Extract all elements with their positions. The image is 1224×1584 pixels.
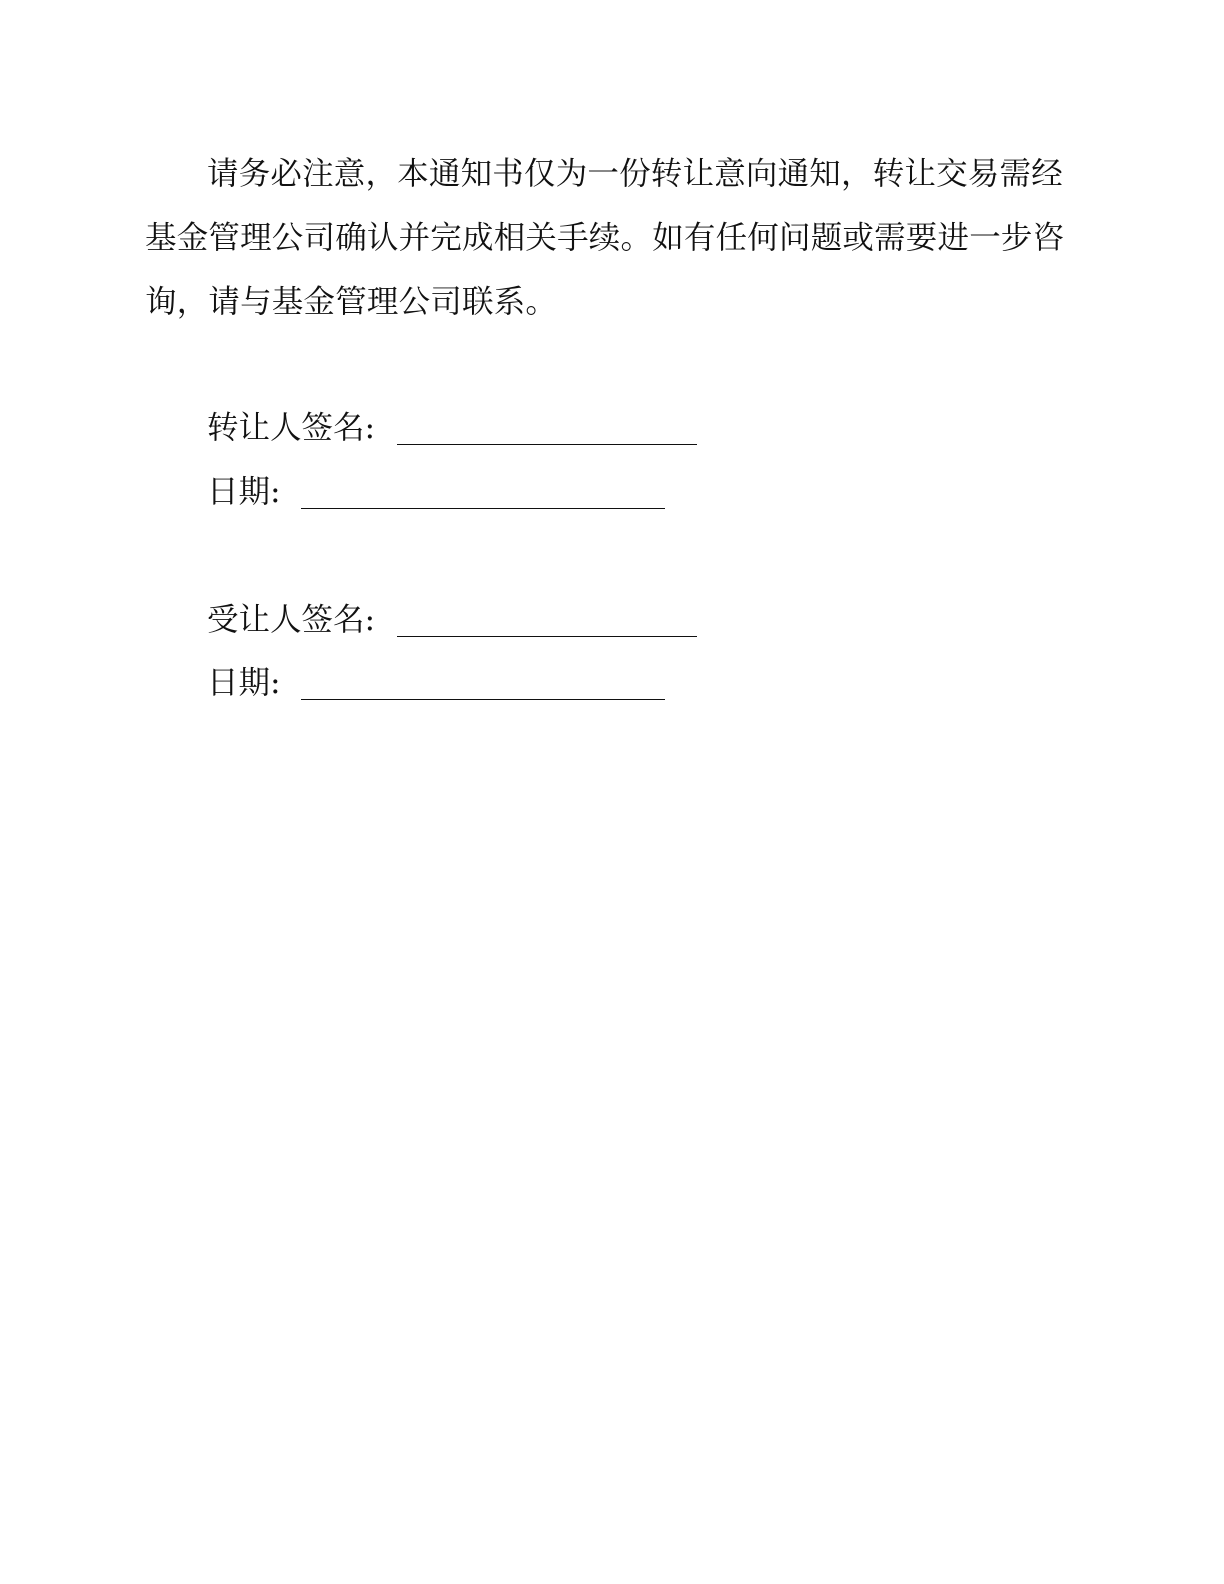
notice-paragraph bbox=[145, 142, 1065, 334]
notice-line-1: 请务必注意，本通知书仅为一份转让意向通知，转让交易需经 bbox=[207, 156, 1063, 192]
transferor-date-row bbox=[207, 460, 677, 524]
transferee-date-label: 日期: bbox=[207, 665, 281, 701]
transferee-date-row bbox=[207, 651, 677, 715]
transferee-date-field[interactable] bbox=[301, 699, 665, 700]
transferor-signature-label: 转让人签名: bbox=[207, 410, 376, 446]
transferor-date-field[interactable] bbox=[301, 508, 665, 509]
transferor-signature-row bbox=[207, 396, 707, 460]
notice-line-2: 基金管理公司确认并完成相关手续。如有任何问题或需要进一步咨 bbox=[145, 220, 1065, 256]
transferee-signature-field[interactable] bbox=[397, 636, 697, 637]
notice-line-3: 询，请与基金管理公司联系。 bbox=[145, 284, 558, 320]
transferee-signature-row bbox=[207, 588, 707, 652]
transferor-date-label: 日期: bbox=[207, 474, 281, 510]
transferor-signature-field[interactable] bbox=[397, 444, 697, 445]
transferee-signature-label: 受让人签名: bbox=[207, 602, 376, 638]
